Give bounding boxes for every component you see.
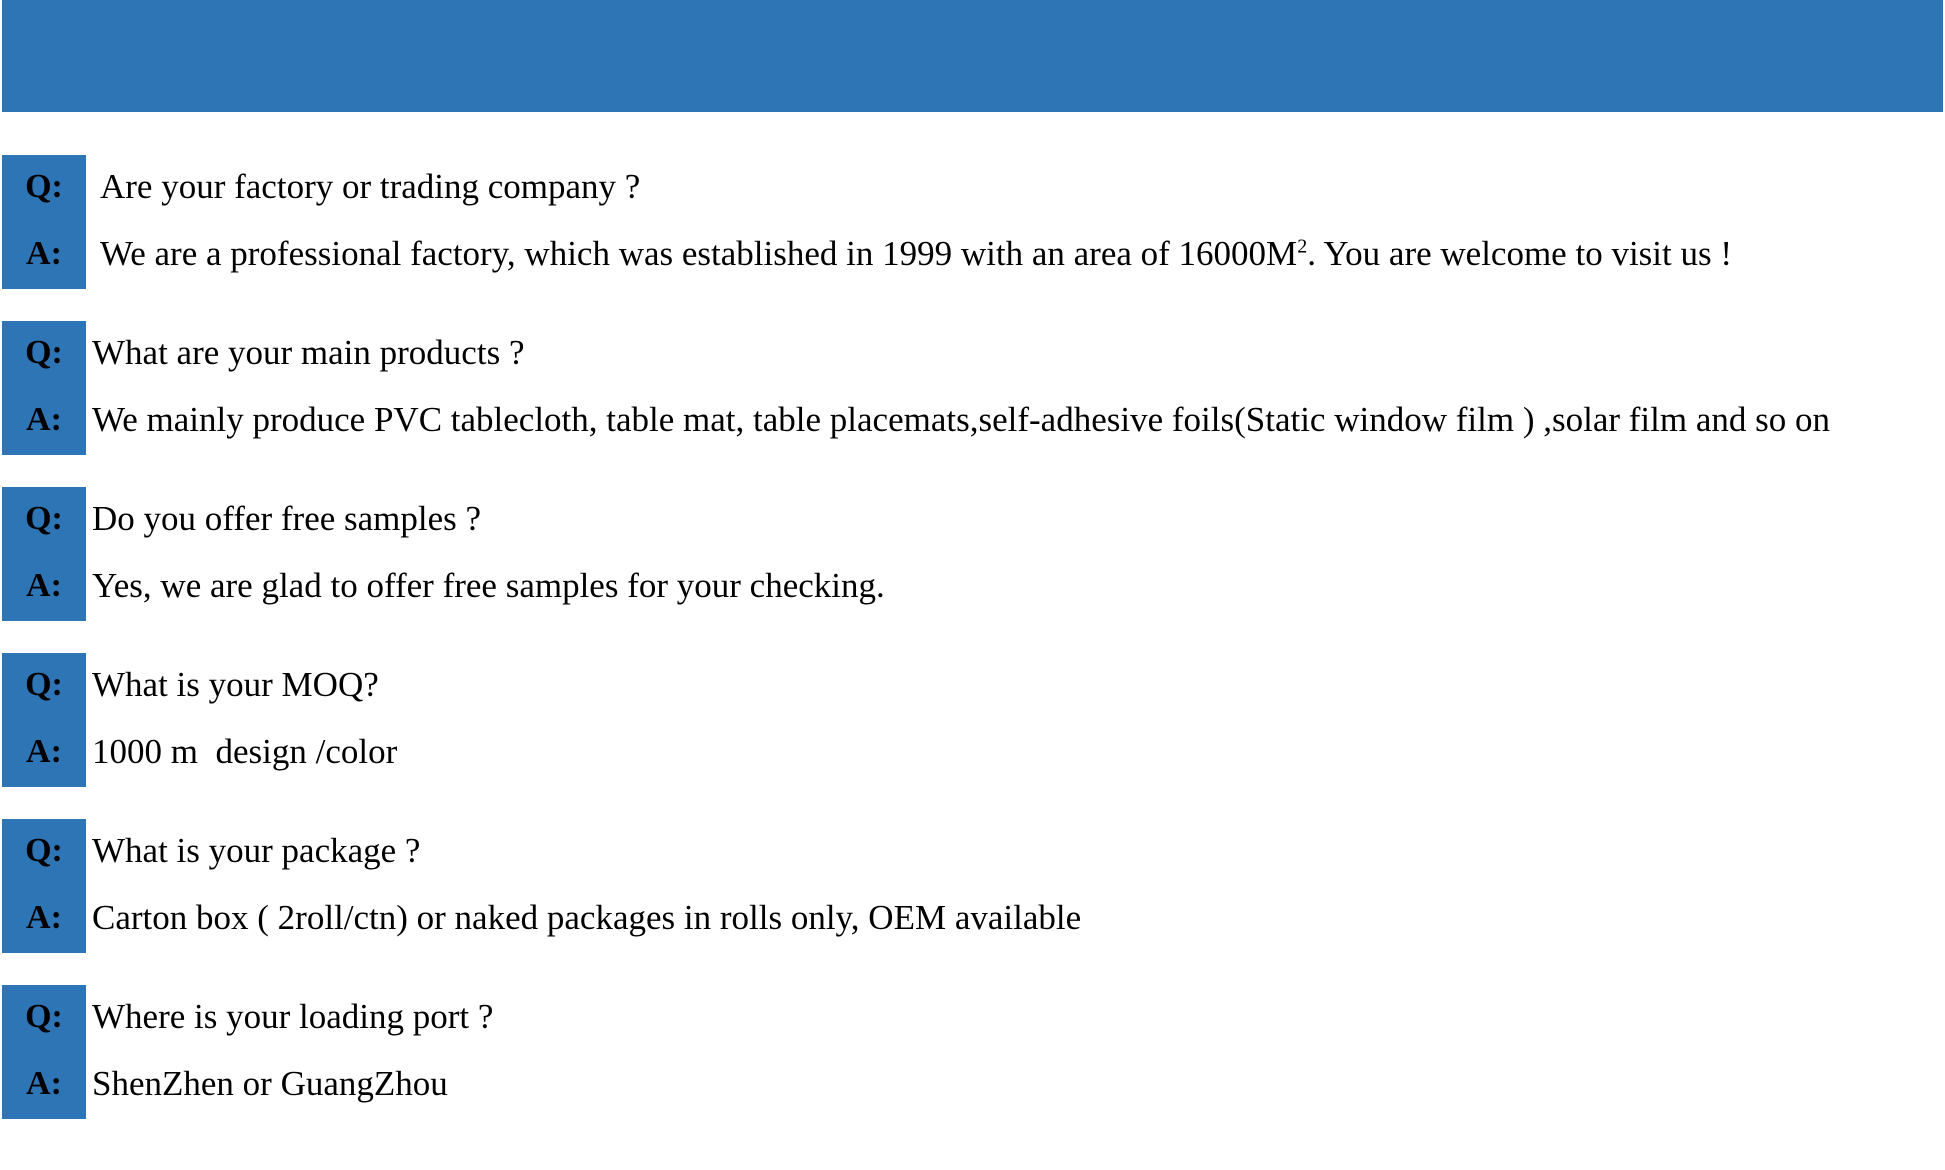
answer-label: A: <box>26 401 62 438</box>
question-label: Q: <box>25 334 63 371</box>
qa-label-column <box>2 321 86 455</box>
qa-label-column <box>2 819 86 953</box>
faq-item-moq <box>0 653 1945 787</box>
answer-text-main: We are a professional factory, which was established in 1999 with an area of 16000M <box>100 234 1298 273</box>
question-label: Q: <box>25 998 63 1035</box>
faq-item-products <box>0 321 1945 455</box>
answer-label: A: <box>26 899 62 936</box>
answer-text: 1000 m design /color <box>92 732 398 771</box>
answer-label: A: <box>26 567 62 604</box>
faq-item-package <box>0 819 1945 953</box>
answer-label: A: <box>26 235 62 272</box>
answer-label: A: <box>26 1065 62 1102</box>
faq-item-samples <box>0 487 1945 621</box>
question-text: What is your MOQ? <box>92 665 379 704</box>
qa-label-column <box>2 985 86 1119</box>
question-text: Where is your loading port ? <box>92 997 494 1036</box>
faq-item-loading-port <box>0 985 1945 1119</box>
answer-text: Carton box ( 2roll/ctn) or naked packages in rolls only, OEM available <box>92 898 1082 937</box>
faq-item-factory <box>0 155 1945 289</box>
question-text: What is your package ? <box>92 831 421 870</box>
question-text: What are your main products ? <box>92 333 525 372</box>
faq-list <box>0 155 1945 1151</box>
qa-label-column <box>2 155 86 289</box>
question-label: Q: <box>25 666 63 703</box>
qa-label-column <box>2 653 86 787</box>
answer-text: We mainly produce PVC tablecloth, table mat, table placemats,self-adhesive foils(Static window film ) ,solar film and so on <box>92 400 1830 439</box>
question-label: Q: <box>25 832 63 869</box>
question-text: Do you offer free samples ? <box>92 499 482 538</box>
answer-text: ShenZhen or GuangZhou <box>92 1064 448 1103</box>
question-label: Q: <box>25 168 63 205</box>
qa-label-column <box>2 487 86 621</box>
answer-text: Yes, we are glad to offer free samples for your checking. <box>92 566 885 605</box>
answer-label: A: <box>26 733 62 770</box>
question-text: Are your factory or trading company ? <box>100 167 641 206</box>
header-bar <box>2 0 1943 112</box>
question-label: Q: <box>25 500 63 537</box>
answer-text <box>100 234 1945 274</box>
answer-superscript: 2 <box>1297 235 1308 258</box>
answer-text-tail: . You are welcome to visit us ! <box>1307 234 1733 273</box>
